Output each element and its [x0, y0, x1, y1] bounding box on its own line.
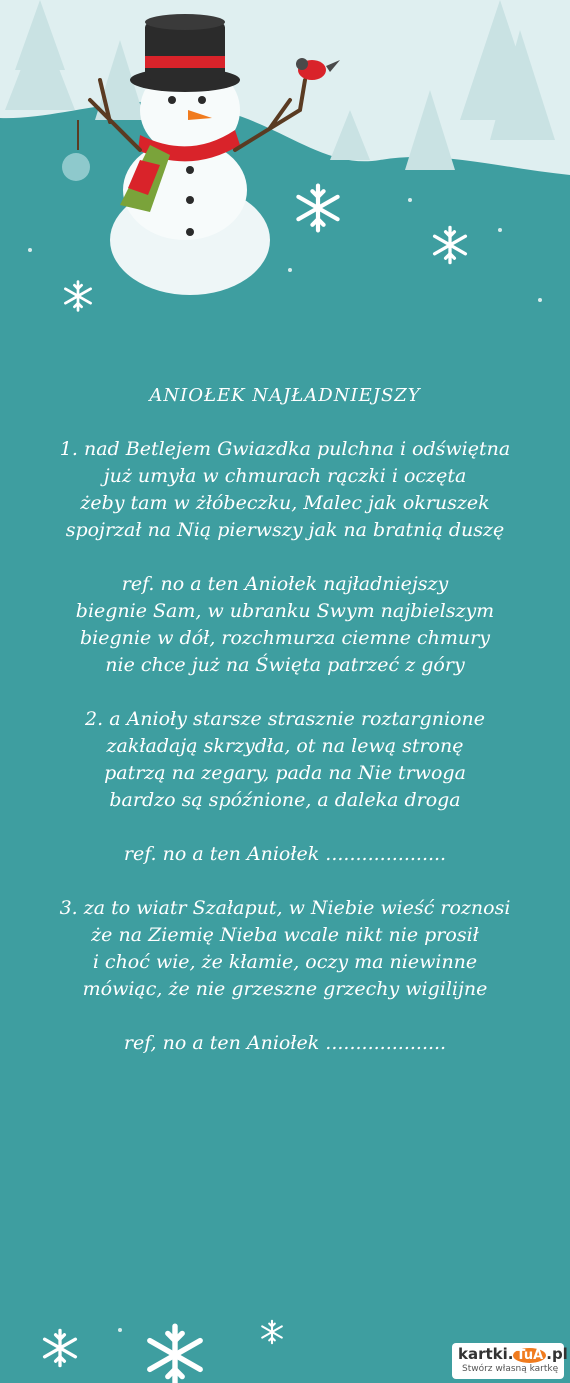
- poem-line: i choć wie, że kłamie, oczy ma niewinne: [92, 951, 478, 973]
- poem-line: ref. no a ten Aniołek najładniejszy: [121, 573, 449, 595]
- poem-line: zakładają skrzydła, ot na lewą stronę: [106, 735, 464, 757]
- poem-line: nie chce już na Święta patrzeć z góry: [105, 654, 465, 676]
- stanza: [0, 841, 570, 868]
- poem-line: spojrzał na Nią pierwszy jak na bratnią duszę: [65, 519, 505, 541]
- stanza: [0, 1030, 570, 1057]
- poem-line: 1. nad Betlejem Gwiazdka pulchna i odświętna: [59, 438, 511, 460]
- logo-tagline: Stwórz własną kartkę: [462, 1364, 559, 1374]
- poem-line: już umyła w chmurach rączki i oczęta: [103, 465, 467, 487]
- stanza: [0, 706, 570, 814]
- poem: [0, 382, 570, 1084]
- poem-line: 2. a Anioły starsze strasznie roztargnione: [85, 708, 485, 730]
- poem-line: że na Ziemię Nieba wcale nikt nie prosił: [91, 924, 479, 946]
- poem-line: żeby tam w żłóbeczku, Malec jak okruszek: [80, 492, 490, 514]
- stanza: [0, 436, 570, 544]
- poem-title: ANIOŁEK NAJŁADNIEJSZY: [149, 385, 421, 406]
- kartki-logo-link[interactable]: [452, 1343, 568, 1379]
- poem-line: biegnie Sam, w ubranku Swym najbielszym: [75, 600, 495, 622]
- stanza: [0, 571, 570, 679]
- poem-line: mówiąc, że nie grzeszne grzechy wigilijne: [82, 978, 488, 1000]
- poem-line: biegnie w dół, rozchmurza ciemne chmury: [80, 627, 490, 649]
- poem-line: ref. no a ten Aniołek ....................: [123, 843, 447, 865]
- poem-line: patrzą na zegary, pada na Nie trwoga: [104, 762, 466, 784]
- stanza: [0, 895, 570, 1003]
- logo-brand: kartki. TuA .pl: [458, 1345, 568, 1363]
- poem-line: ref, no a ten Aniołek ....................: [123, 1032, 447, 1054]
- poem-line: bardzo są spóźnione, a daleka droga: [109, 789, 461, 811]
- poem-line: 3. za to wiatr Szałaput, w Niebie wieść roznosi: [59, 897, 511, 919]
